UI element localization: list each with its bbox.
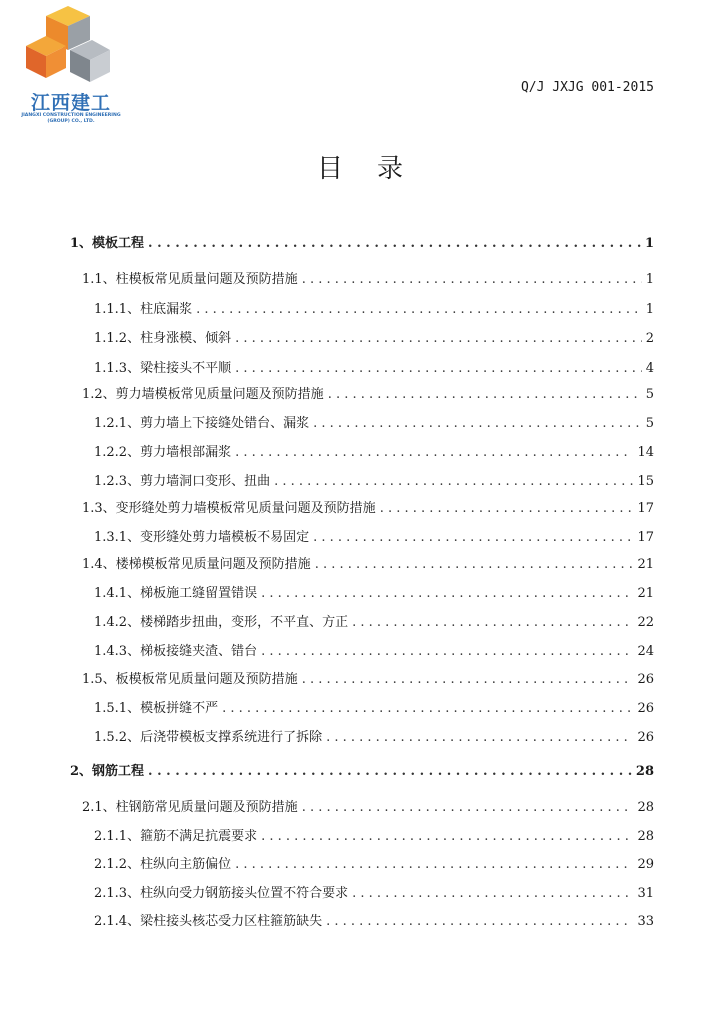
toc-entry-page: 1 [645, 272, 654, 287]
company-logo [16, 6, 126, 124]
toc-leader-dots [380, 501, 634, 516]
logo-cube-icon [16, 6, 126, 90]
toc-entry[interactable] [82, 668, 654, 687]
toc-entry-title: 1.1.2、柱身涨模、倾斜 [94, 331, 232, 346]
toc-entry-title: 1.2、剪力墙模板常见质量问题及预防措施 [82, 387, 324, 402]
toc-entry-title: 1.2.1、剪力墙上下接缝处错台、漏浆 [94, 416, 310, 431]
toc-entry-page: 14 [637, 445, 654, 460]
toc-entry-page: 29 [637, 857, 654, 872]
toc-entry[interactable] [94, 357, 654, 376]
toc-entry-title: 1.4、楼梯模板常见质量问题及预防措施 [82, 557, 311, 572]
toc-entry[interactable] [94, 412, 654, 431]
toc-entry-page: 28 [637, 829, 654, 844]
toc-leader-dots [313, 530, 633, 545]
toc-entry-title: 1.1、柱模板常见质量问题及预防措施 [82, 272, 298, 287]
toc-entry[interactable] [82, 497, 654, 516]
toc-entry[interactable] [82, 553, 654, 572]
toc-entry[interactable] [94, 882, 654, 901]
toc-entry-title: 1.1.1、柱底漏浆 [94, 302, 193, 317]
toc-leader-dots [302, 800, 634, 815]
toc-entry-page: 17 [637, 530, 654, 545]
toc-entry[interactable] [94, 470, 654, 489]
toc-entry[interactable] [82, 268, 654, 287]
logo-chinese-name: 江西建工 [30, 92, 111, 114]
toc-entry-page: 15 [637, 474, 654, 489]
toc-entry-title: 1.5.2、后浇带模板支撑系统进行了拆除 [94, 730, 323, 745]
toc-leader-dots [313, 416, 642, 431]
toc-entry-title: 1.4.2、楼梯踏步扭曲，变形，不平直、方正 [94, 615, 349, 630]
toc-entry-page: 33 [637, 914, 654, 929]
toc-entry-page: 5 [645, 387, 654, 402]
toc-leader-dots [326, 914, 633, 929]
toc-leader-dots [222, 701, 633, 716]
toc-leader-dots [261, 586, 633, 601]
toc-entry[interactable] [94, 697, 654, 716]
toc-entry-title: 1、模板工程 [70, 236, 145, 251]
toc-entry[interactable] [94, 298, 654, 317]
page-title: 目录 [316, 154, 437, 184]
toc-entry[interactable] [94, 611, 654, 630]
toc-entry[interactable] [94, 726, 654, 745]
toc-entry-title: 2.1.3、柱纵向受力钢筋接头位置不符合要求 [94, 886, 349, 901]
toc-entry-title: 1.2.2、剪力墙根部漏浆 [94, 445, 232, 460]
toc-leader-dots [235, 331, 642, 346]
toc-entry-title: 1.3、变形缝处剪力墙模板常见质量问题及预防措施 [82, 501, 376, 516]
toc-entry-page: 1 [645, 302, 654, 317]
toc-entry[interactable] [94, 441, 654, 460]
toc-entry-page: 31 [637, 886, 654, 901]
toc-entry-page: 24 [637, 644, 654, 659]
toc-entry-title: 1.1.3、梁柱接头不平顺 [94, 361, 232, 376]
toc-entry-title: 2.1.4、梁柱接头核芯受力区柱箍筋缺失 [94, 914, 323, 929]
toc-entry[interactable] [82, 796, 654, 815]
toc-leader-dots [261, 644, 633, 659]
toc-entry-title: 1.3.1、变形缝处剪力墙模板不易固定 [94, 530, 310, 545]
toc-entry-title: 1.4.3、梯板接缝夹渣、错台 [94, 644, 258, 659]
toc-leader-dots [274, 474, 633, 489]
toc-entry[interactable] [70, 232, 654, 251]
toc-entry-page: 1 [644, 236, 654, 251]
document-code: Q/J JXJG 001-2015 [520, 80, 654, 95]
toc-entry[interactable] [94, 582, 654, 601]
toc-leader-dots [352, 615, 633, 630]
toc-entry-page: 28 [637, 800, 654, 815]
toc-entry[interactable] [94, 327, 654, 346]
toc-leader-dots [148, 764, 632, 779]
toc-entry-page: 5 [645, 416, 654, 431]
toc-entry-title: 2.1.2、柱纵向主筋偏位 [94, 857, 232, 872]
toc-entry-page: 21 [637, 586, 654, 601]
toc-entry-title: 1.5.1、模板拼缝不严 [94, 701, 219, 716]
toc-entry[interactable] [94, 526, 654, 545]
toc-leader-dots [302, 272, 642, 287]
toc-leader-dots [196, 302, 642, 317]
toc-entry[interactable] [94, 853, 654, 872]
toc-leader-dots [261, 829, 633, 844]
toc-entry-page: 17 [637, 501, 654, 516]
logo-english-name: JIANGXI CONSTRUCTION ENGINEERING (GROUP) CO., LTD. [21, 113, 121, 124]
toc-entry-page: 21 [637, 557, 654, 572]
toc-leader-dots [326, 730, 633, 745]
toc-leader-dots [235, 445, 633, 460]
toc-entry-title: 2.1、柱钢筋常见质量问题及预防措施 [82, 800, 298, 815]
toc-leader-dots [315, 557, 634, 572]
toc-entry[interactable] [94, 910, 654, 929]
toc-entry-page: 26 [637, 672, 654, 687]
toc-leader-dots [235, 361, 642, 376]
toc-entry-page: 22 [637, 615, 654, 630]
toc-entry-page: 26 [637, 701, 654, 716]
toc-entry-title: 1.4.1、梯板施工缝留置错误 [94, 586, 258, 601]
toc-entry-page: 28 [635, 764, 654, 779]
toc-entry-title: 2.1.1、箍筋不满足抗震要求 [94, 829, 258, 844]
toc-leader-dots [148, 236, 641, 251]
toc-leader-dots [352, 886, 633, 901]
toc-entry-title: 1.5、板模板常见质量问题及预防措施 [82, 672, 298, 687]
toc-entry[interactable] [94, 640, 654, 659]
toc-leader-dots [302, 672, 634, 687]
toc-entry-title: 1.2.3、剪力墙洞口变形、扭曲 [94, 474, 271, 489]
toc-entry-page: 4 [645, 361, 654, 376]
toc-entry[interactable] [82, 383, 654, 402]
toc-entry-title: 2、钢筋工程 [70, 764, 145, 779]
toc-leader-dots [328, 387, 642, 402]
toc-entry-page: 26 [637, 730, 654, 745]
toc-entry[interactable] [70, 760, 654, 779]
toc-leader-dots [235, 857, 633, 872]
toc-entry[interactable] [94, 825, 654, 844]
toc-entry-page: 2 [645, 331, 654, 346]
